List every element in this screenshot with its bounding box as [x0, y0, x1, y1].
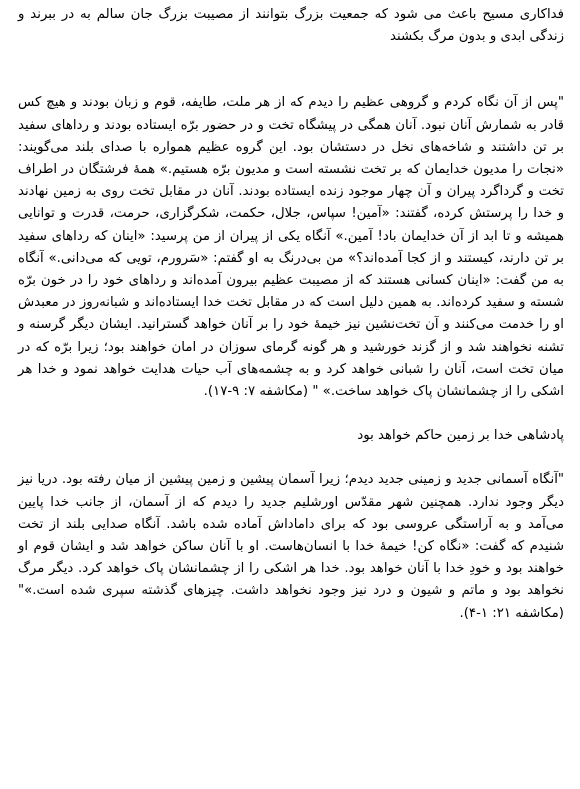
intro-paragraph: فداکاری مسیح باعث می شود که جمعیت بزرگ بتوانند از مصیبت بزرگ جان سالم به در ببرند و زندگی ابدی و بدون مرگ بکشند — [18, 7, 564, 45]
vision-paragraph: "پس از آن نگاه کردم و گروهی عظیم را دیدم که از هر ملت، طایفه، قوم و زبان بودند و هیچ کس قادر به شمارش آنان نبود. آنان همگی در پیشگاه تخت و در حضور برّه ایستاده بودند و رداهای سفید بر تن داشتند و شاخه‌های نخل در دستشان بود. این گروه عظیم همواره با صدای بلند می‌گویند: «نجات را مدیون خدایمان که بر تخت نشسته است و مدیون برّه هستیم.» همهٔ فرشتگان در اطراف تخت و گرداگرد پیران و آن چهار موجود زنده ایستاده بودند. آنان در مقابل تخت روی به زمین نهادند و خدا را پرستش کرده، گفتند: «آمین! سپاس، جلال، حکمت، شکرگزاری، حرمت، قدرت و توانایی همیشه و تا ابد از آن خدایمان باد! آمین.» آنگاه یکی از پیران از من پرسید: «اینان که رداهای سفید بر تن دارند، کیستند و از کجا آمده‌اند؟» من بی‌درنگ به او گفتم: «سَرورم، تویی که می‌دانی.» آنگاه به من گفت: «اینان کسانی هستند که از مصیبت عظیم بیرون آمده‌اند و رداهای خود را در خون برّه شسته و سفید کرده‌اند. به همین دلیل است که در مقابل تخت خدا ایستاده‌اند و شبانه‌روز در معبدش او را خدمت می‌کنند و آن تخت‌نشین نیز خیمهٔ خود را بر آنان خواهد گسترانید. ایشان دیگر گرسنه و تشنه نخواهند شد و از گزند خورشید و هر گونه گرمای سوزان در امان خواهند بود؛ زیرا برّه که در میان تخت است، آنان را شبانی خواهد کرد و به چشمه‌های آب حیات هدایت خواهد نمود و خدا هر اشکی را از چشمانشان پاک خواهد ساخت.» " (مکاشفه ۷: ۹-۱۷). — [18, 95, 564, 400]
new-earth-paragraph: "آنگاه آسمانی جدید و زمینی جدید دیدم؛ زیرا آسمان پیشین و زمین پیشین از میان رفته بود. دریا نیز دیگر وجود ندارد. همچنین شهر مقدّس اورشلیم جدید را دیدم که از آسمان، از جانب خدا پایین می‌آمد و به آراستگی عروسی بود که برای داماداش آماده شده باشد. آنگاه صدایی بلند از تخت شنیدم که گفت: «نگاه کن! خیمهٔ خدا با انسان‌هاست. او با آنان ساکن خواهد شد و ایشان قوم او خواهند بود و خودِ خدا با آنان خواهد بود. خدا هر اشکی را از چشمانشان پاک خواهد کرد. دیگر مرگ نخواهد بود و ماتم و شیون و درد نیز وجود نخواهد داشت. چیزهای گذشته سپری شده است.»" (مکاشفه ۲۱: ۱-۴). — [18, 472, 564, 621]
document-page — [18, 4, 564, 625]
paragraph-spacer — [18, 48, 564, 92]
paragraph-spacer — [18, 447, 564, 469]
section-heading: پادشاهی خدا بر زمین حاکم خواهد بود — [357, 428, 564, 444]
paragraph-spacer — [18, 403, 564, 425]
